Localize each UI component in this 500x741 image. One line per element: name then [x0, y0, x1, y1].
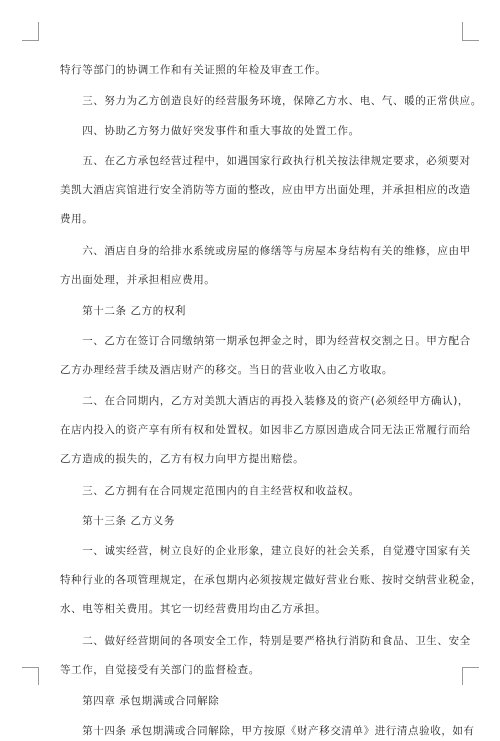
text-line: 方出面处理，并承担相应费用。: [60, 274, 216, 286]
crop-mark-bottom-right-vertical: [462, 667, 463, 685]
crop-mark-bottom-left-vertical: [38, 667, 39, 685]
paragraph-article-12-item-3: [60, 481, 445, 501]
text-line: 水、电等相关费用。其它一切经营费用均由乙方承担。: [60, 603, 327, 615]
text-line: 一、乙方在签订合同缴纳第一期承包押金之时，即为经营权交割之日。甲方配合: [60, 335, 471, 347]
text-line: 四、协助乙方努力做好突发事件和重大事故的处置工作。: [60, 125, 360, 137]
paragraph-clause-4: [60, 121, 445, 141]
paragraph-article-13-item-2: [60, 631, 471, 680]
section-heading-article-12: [60, 301, 445, 321]
text-line: 特种行业的各项管理规定，在承包期内必须按规定做好营业台账、按时交纳营业税金，: [60, 574, 482, 586]
text-line: 六、酒店自身的给排水系统或房屋的修缮等与房屋本身结构有关的维修，应由甲: [60, 245, 471, 257]
paragraph-clause-6: [60, 241, 471, 290]
text-line: 第十二条 乙方的权利: [60, 305, 187, 317]
text-line: 等工作，自觉接受有关部门的监督检查。: [60, 664, 260, 676]
text-line: 乙方办理经营手续及酒店财产的移交。当日的营业收入由乙方收取。: [60, 364, 393, 376]
crop-mark-top-right-horizontal: [462, 40, 479, 41]
text-line: 在店内投入的资产享有所有权和处置权。如因非乙方原因造成合同无法正常履行而给: [60, 424, 471, 436]
crop-mark-bottom-left-horizontal: [22, 667, 39, 668]
text-line: 一、诚实经营，树立良好的企业形象，建立良好的社会关系，自觉遵守国家有关: [60, 545, 471, 557]
text-line: 第四章 承包期满或合同解除: [60, 695, 220, 707]
chapter-heading-4: [60, 691, 445, 711]
text-line: 费用。: [60, 213, 94, 225]
paragraph-article-13-item-1: [60, 541, 482, 619]
text-line: 特行等部门的协调工作和有关证照的年检及审查工作。: [60, 64, 327, 76]
section-heading-article-13: [60, 511, 445, 531]
crop-mark-top-left-horizontal: [22, 40, 39, 41]
paragraph-clause-3: [60, 91, 482, 111]
paragraph-article-12-item-1: [60, 331, 471, 380]
paragraph-clause-5: [60, 151, 471, 229]
text-line: 第十三条 乙方义务: [60, 515, 175, 527]
crop-mark-bottom-right-horizontal: [462, 667, 479, 668]
text-line: 美凯大酒店宾馆进行安全消防等方面的整改，应由甲方出面处理，并承担相应的改造: [60, 184, 471, 196]
text-line: 五、在乙方承包经营过程中，如遇国家行政执行机关按法律规定要求，必须要对: [60, 155, 471, 167]
text-line: 乙方造成的损失的，乙方有权力向甲方提出赔偿。: [60, 453, 305, 465]
text-line: 三、乙方拥有在合同规定范围内的自主经营权和收益权。: [60, 485, 360, 497]
text-line: 第十四条 承包期满或合同解除，甲方按原《财产移交清单》进行清点验收，如有: [60, 725, 475, 737]
paragraph-article-12-item-2: [60, 391, 471, 469]
crop-mark-top-left-vertical: [38, 22, 39, 40]
text-line: 二、在合同期内，乙方对美凯大酒店的再投入装修及的资产(必须经甲方确认)，: [60, 395, 469, 407]
paragraph-continuation: [60, 60, 445, 80]
text-line: 二、做好经营期间的各项安全工作，特别是要严格执行消防和食品、卫生、安全: [60, 635, 471, 647]
crop-mark-top-right-vertical: [462, 22, 463, 40]
text-line: 三、努力为乙方创造良好的经营服务环境，保障乙方水、电、气、暖的正常供应。: [60, 95, 482, 107]
paragraph-article-14: [60, 721, 475, 741]
